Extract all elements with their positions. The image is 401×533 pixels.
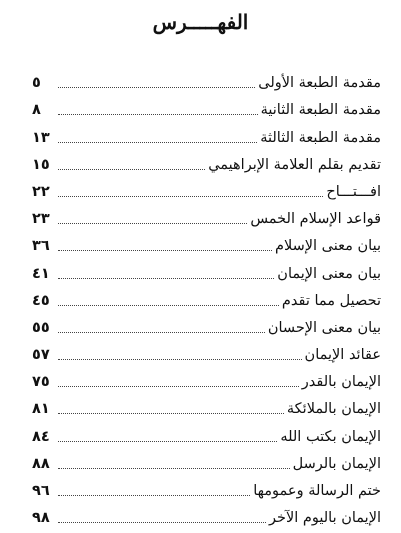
dot-leader [58, 142, 257, 143]
dot-leader [58, 468, 290, 469]
toc-entry-title: الإيمان بكتب الله [277, 428, 381, 446]
toc-entry [32, 283, 381, 310]
dot-leader [58, 522, 266, 523]
toc-entry-title: الإيمان باليوم الآخر [266, 509, 381, 527]
toc-entry-page: ١٥ [32, 156, 50, 173]
toc-entry-title: تحصيل مما تقدم [279, 292, 381, 310]
dot-leader [58, 196, 323, 197]
toc-entry-page: ٥٥ [32, 319, 50, 336]
toc-entry-page: ١٣ [32, 129, 50, 146]
toc-entry-page: ٩٦ [32, 483, 50, 499]
dot-leader [58, 87, 255, 88]
toc-entry-title: عقائد الإيمان [302, 346, 381, 364]
toc-entry-page: ٥٧ [32, 347, 50, 364]
toc-entry-page: ٨١ [32, 401, 50, 418]
toc-entry [32, 500, 381, 527]
dot-leader [58, 114, 258, 115]
toc-entry-title: مقدمة الطبعة الثانية [258, 101, 381, 119]
dot-leader [58, 332, 265, 333]
toc-entry-title: افـــتـــاح [323, 183, 381, 201]
toc-entry-title: قواعد الإسلام الخمس [247, 210, 381, 228]
toc-entry-page: ٥ [32, 75, 41, 92]
toc-entry [32, 337, 381, 364]
dot-leader [58, 441, 277, 442]
toc-entry [32, 255, 381, 282]
toc-entry-title: الإيمان بالقدر [299, 373, 381, 391]
dot-leader [58, 250, 272, 251]
dot-leader [58, 305, 279, 306]
toc-entry [32, 473, 381, 500]
toc-entry [32, 391, 381, 418]
toc-entry-page: ٣٦ [32, 238, 50, 255]
toc-entry-page: ٨ [32, 102, 41, 119]
toc-entry-title: تقديم بقلم العلامة الإبراهيمي [205, 156, 381, 174]
toc-entry-page: ٨٨ [32, 455, 50, 472]
toc-entry-page: ٨٤ [32, 428, 50, 445]
toc-entry [32, 228, 381, 255]
dot-leader [58, 278, 274, 279]
toc-entry-title: ختم الرسالة وعمومها [250, 482, 381, 500]
dot-leader [58, 223, 247, 224]
toc-entry [32, 201, 381, 228]
toc-entry [32, 446, 381, 473]
toc-entry-title: بيان معنى الإحسان [265, 319, 381, 337]
dot-leader [58, 495, 250, 496]
toc-entry [32, 147, 381, 174]
toc-entry [32, 65, 381, 92]
toc-entry-page: ٢٢ [32, 183, 50, 200]
toc-entry-title: الإيمان بالملائكة [284, 400, 381, 418]
toc-entry-title: مقدمة الطبعة الأولى [255, 74, 381, 92]
dot-leader [58, 359, 302, 360]
toc-entry-page: ٧٥ [32, 374, 50, 391]
toc-entry-page: ٤٥ [32, 292, 50, 309]
dot-leader [58, 413, 284, 414]
toc-entry [32, 418, 381, 445]
toc-entry-page: ٢٣ [32, 211, 50, 228]
toc-entry [32, 174, 381, 201]
toc-entry-page: ٤١ [32, 265, 50, 282]
toc-entry [32, 364, 381, 391]
toc-entry [32, 310, 381, 337]
dot-leader [58, 386, 299, 387]
toc-entry-title: الإيمان بالرسل [290, 455, 381, 473]
toc-entry-page: ٩٨ [32, 510, 50, 527]
page-title: الفهـــــرس [152, 10, 249, 34]
toc-entry-title: بيان معنى الإيمان [274, 265, 381, 283]
toc-entry [32, 92, 381, 119]
toc-entry-title: بيان معنى الإسلام [272, 237, 381, 255]
toc-entry [32, 119, 381, 146]
dot-leader [58, 169, 205, 170]
toc-entry-title: مقدمة الطبعة الثالثة [257, 129, 381, 147]
table-of-contents [32, 65, 381, 527]
